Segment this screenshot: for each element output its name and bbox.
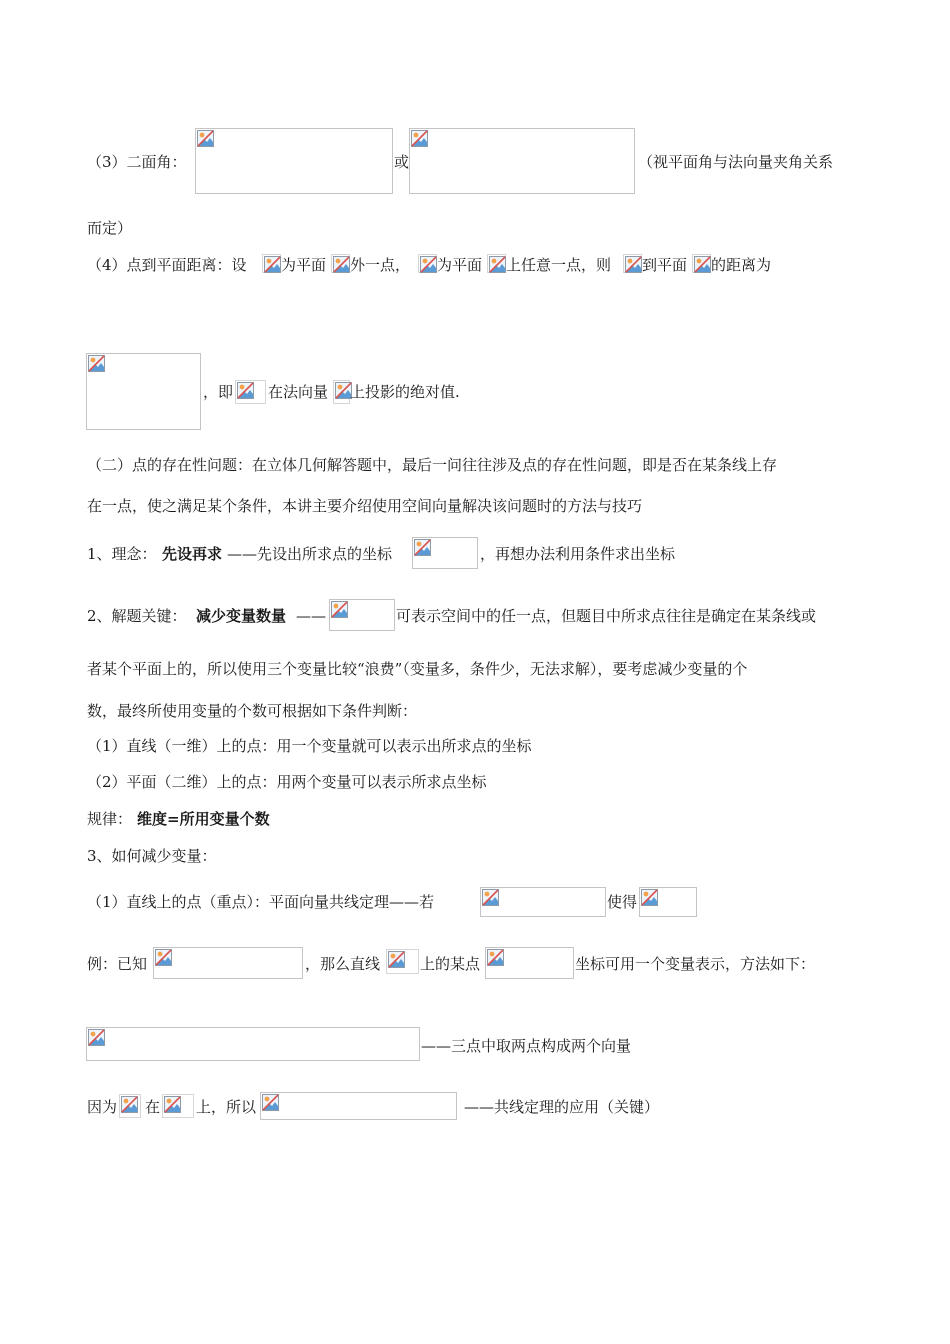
item3-text: 3、如何减少变量： <box>87 847 217 865</box>
formula-image <box>119 1094 141 1118</box>
item2-line3: 数，最终所使用变量的个数可根据如下条件判断： <box>87 702 418 720</box>
line-point-mid: 使得 <box>607 893 638 911</box>
formula-image <box>162 1094 194 1118</box>
line-point-prefix: （1）直线上的点（重点）：平面向量共线定理——若 <box>87 893 435 911</box>
example-mid1: ，那么直线 <box>305 955 381 973</box>
formula-image <box>485 947 574 979</box>
distance-text-4: 为平面 <box>437 256 483 274</box>
formula-image <box>235 380 266 404</box>
broken-image-icon <box>237 382 254 399</box>
broken-image-icon <box>388 951 405 968</box>
rule-prefix: 规律： <box>87 810 133 828</box>
formula-image <box>480 887 606 917</box>
existence-intro-2: 在一点，使之满足某个条件，本讲主要介绍使用空间向量解决该问题时的方法与技巧 <box>87 497 643 515</box>
distance-text-6: 到平面 <box>642 256 688 274</box>
broken-image-icon <box>420 256 437 273</box>
distance-text-7: 的距离为 <box>711 256 772 274</box>
broken-image-icon <box>641 889 658 906</box>
broken-image-icon <box>482 889 499 906</box>
item1-suffix: ，再想办法利用条件求出坐标 <box>480 545 676 563</box>
existence-intro-1: （二）点的存在性问题：在立体几何解答题中，最后一问往往涉及点的存在性问题，即是否在某条线上存 <box>87 456 778 474</box>
sub2-text: （2）平面（二维）上的点：用两个变量可以表示所求点坐标 <box>87 773 487 791</box>
formula-image <box>260 1092 457 1120</box>
broken-image-icon <box>414 539 431 556</box>
formula-image <box>386 949 419 974</box>
broken-image-icon <box>262 1094 279 1111</box>
collinear-text: ——共线定理的应用（关键） <box>464 1098 660 1116</box>
broken-image-icon <box>489 256 506 273</box>
broken-image-icon <box>88 355 105 372</box>
broken-image-icon <box>694 256 711 273</box>
rule-bold: 维度=所用变量个数 <box>137 810 270 828</box>
item2-prefix: 2、解题关键： <box>87 607 187 625</box>
formula-image <box>333 380 350 404</box>
distance-text-9: 在法向量 <box>268 383 329 401</box>
example-suffix: 坐标可用一个变量表示，方法如下： <box>575 955 816 973</box>
item2-dash: —— <box>296 607 326 625</box>
formula-image <box>639 887 697 917</box>
distance-text-5: 上任意一点，则 <box>506 256 612 274</box>
dihedral-note: （视平面角与法向量夹角关系 <box>638 153 834 171</box>
broken-image-icon <box>197 130 214 147</box>
sub1-text: （1）直线（一维）上的点：用一个变量就可以表示出所求点的坐标 <box>87 737 532 755</box>
formula-image <box>262 254 281 273</box>
on-text: 在 <box>145 1098 161 1116</box>
broken-image-icon <box>264 256 281 273</box>
distance-text-10: 上投影的绝对值. <box>350 383 460 401</box>
broken-image-icon <box>88 1029 105 1046</box>
broken-image-icon <box>487 949 504 966</box>
broken-image-icon <box>625 256 642 273</box>
formula-image <box>412 537 478 569</box>
item1-bold: 先设再求 <box>162 545 223 563</box>
formula-image <box>86 353 201 430</box>
broken-image-icon <box>333 256 350 273</box>
or-text: 或 <box>394 153 410 171</box>
so-text: 上，所以 <box>196 1098 257 1116</box>
item1-mid: ——先设出所求点的坐标 <box>227 545 393 563</box>
example-prefix: 例：已知 <box>87 955 148 973</box>
formula-image <box>195 128 393 194</box>
distance-text-2: 为平面 <box>281 256 327 274</box>
distance-text-8: ，即 <box>203 383 234 401</box>
formula-image <box>487 254 506 273</box>
three-points-text: ——三点中取两点构成两个向量 <box>421 1037 632 1055</box>
item2-line2: 者某个平面上的，所以使用三个变量比较“浪费”（变量多，条件少，无法求解），要考虑减少变量的个 <box>87 660 748 678</box>
item2-suffix: 可表示空间中的任一点，但题目中所求点往往是确定在某条线或 <box>396 607 817 625</box>
broken-image-icon <box>331 601 348 618</box>
item1-prefix: 1、理念： <box>87 545 157 563</box>
formula-image <box>153 947 303 979</box>
formula-image <box>692 254 711 273</box>
formula-image <box>409 128 635 194</box>
formula-image <box>418 254 437 273</box>
broken-image-icon <box>164 1096 181 1113</box>
dihedral-note-cont: 而定） <box>87 219 133 237</box>
broken-image-icon <box>411 130 428 147</box>
broken-image-icon <box>155 949 172 966</box>
dihedral-angle-label: （3）二面角： <box>87 153 187 171</box>
formula-image <box>623 254 642 273</box>
formula-image <box>331 254 350 273</box>
formula-image <box>329 599 395 631</box>
broken-image-icon <box>121 1096 138 1113</box>
item2-bold: 减少变量数量 <box>196 607 287 625</box>
distance-text-3: 外一点， <box>350 256 411 274</box>
distance-text-1: （4）点到平面距离：设 <box>87 256 247 274</box>
formula-image <box>86 1027 420 1061</box>
example-mid2: 上的某点 <box>420 955 481 973</box>
because-text: 因为 <box>87 1098 118 1116</box>
